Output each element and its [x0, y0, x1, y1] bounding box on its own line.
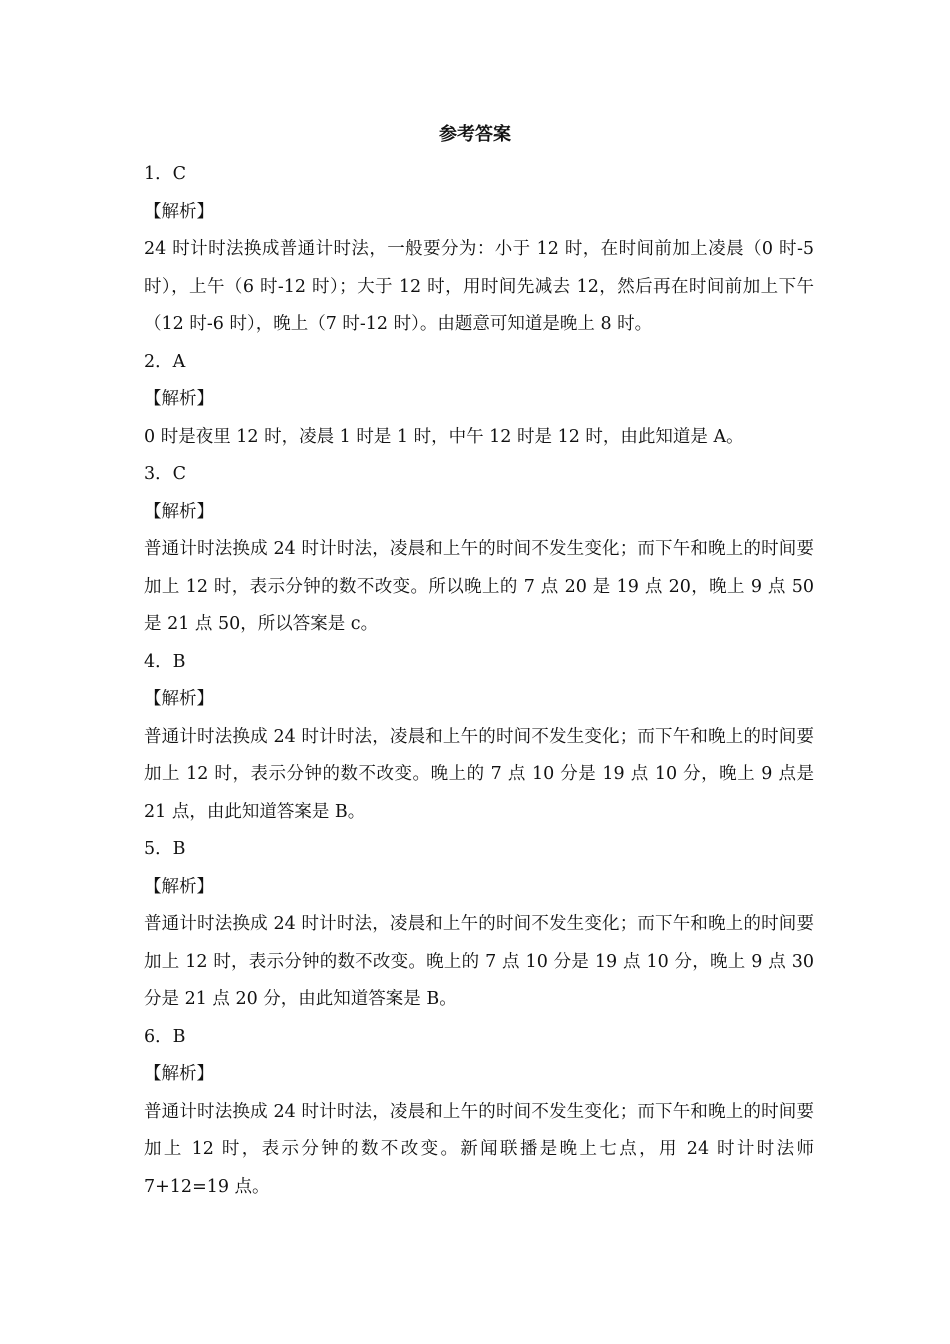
analysis-label: 【解析】: [144, 389, 214, 409]
analysis-text: 普通计时法换成 24 时计时法，凌晨和上午的时间不发生变化；而下午和晚上的时间要加上 12 时，表示分钟的数不改变。晚上的 7 点 10 分是 19 点 10 分，晚上 9 点 30 分是 21 点 20 分，由此知道答案是 B。: [144, 914, 814, 1009]
answer-number: 5．B: [144, 839, 186, 859]
answer-number: 1．C: [144, 164, 187, 184]
analysis-text: 普通计时法换成 24 时计时法，凌晨和上午的时间不发生变化；而下午和晚上的时间要加上 12 时，表示分钟的数不改变。所以晚上的 7 点 20 是 19 点 20，晚上 9 点 50 是 21 点 50，所以答案是 c。: [144, 539, 814, 634]
analysis-label: 【解析】: [144, 1064, 214, 1084]
answer-list: [144, 156, 814, 1206]
analysis-text: 普通计时法换成 24 时计时法，凌晨和上午的时间不发生变化；而下午和晚上的时间要加上 12 时，表示分钟的数不改变。晚上的 7 点 10 分是 19 点 10 分，晚上 9 点是 21 点，由此知道答案是 B。: [144, 726, 814, 822]
answer-item: [144, 831, 814, 1019]
answer-item: [144, 344, 814, 457]
analysis-label: 【解析】: [144, 201, 214, 222]
page-title: 参考答案: [439, 124, 511, 145]
analysis-label: 【解析】: [144, 689, 214, 709]
answer-number: 4．B: [144, 651, 186, 672]
analysis-text: 普通计时法换成 24 时计时法，凌晨和上午的时间不发生变化；而下午和晚上的时间要加上 12 时，表示分钟的数不改变。新闻联播是晚上七点，用 24 时计时法师 7+12=19 点。: [144, 1101, 814, 1197]
analysis-text: 0 时是夜里 12 时，凌晨 1 时是 1 时，中午 12 时是 12 时，由此知道是 A。: [144, 426, 744, 447]
answer-number: 2．A: [144, 351, 186, 372]
analysis-label: 【解析】: [144, 501, 214, 522]
analysis-text: 24 时计时法换成普通计时法，一般要分为：小于 12 时，在时间前加上凌晨（0 时-5 时），上午（6 时-12 时）；大于 12 时，用时间先减去 12，然后再在时间前加上下午（12 时-6 时），晚上（7 时-12 时）。由题意可知道是晚上 8 时。: [144, 239, 814, 334]
answer-item: [144, 1019, 814, 1207]
answer-item: [144, 456, 814, 644]
analysis-label: 【解析】: [144, 876, 214, 897]
answer-item: [144, 644, 814, 832]
answer-number: 3．C: [144, 464, 187, 484]
answer-number: 6．B: [144, 1026, 186, 1047]
answer-item: [144, 156, 814, 344]
